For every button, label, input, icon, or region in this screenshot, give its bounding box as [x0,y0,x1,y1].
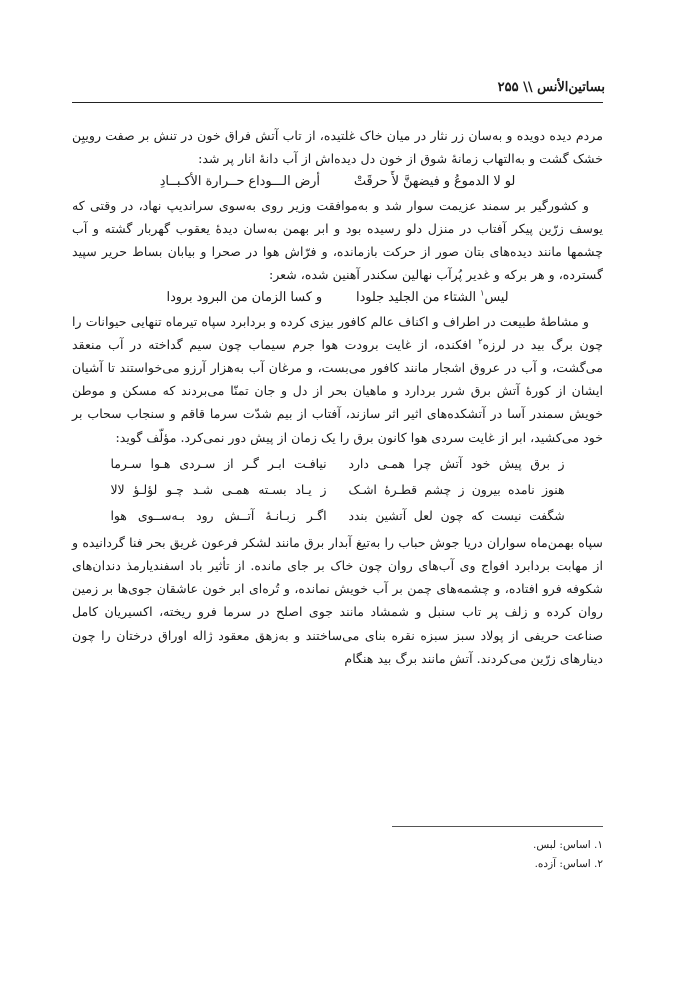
verse-2-rest: الشتاء من الجلید جلودا [356,290,481,306]
paragraph-4: سپاه بهمن‌ماه سواران دریا جوش حباب را به‌تیغ آبدار برق مانند لشکر فرعون غریق بحر فنا گردانیده و از مهابت بردابرد افواج وی آب‌های روان چون خاک بر جای مانده. از تأثیر باد اسفندیارمذ دندان‌های شکوفه فرو افتاده، و چشمه‌های چمن بر آب خویش نمانده، و تُره‌ای ابر خون عاشقان جوی‌ها بر زمین روان کرده و زلف پر تاب سنبل و شمشاد مانند جوی اصلح در سرما فرو ریخته، اکسیریان کامل صناعت حریفی از پولاد سبز سبزه نقره بنای می‌ساختند و به‌زهق معقود ژاله اوراق درختان را چون دینارهای زرّین می‌کردند. آتش مانند برگ بید هنگام [72,534,603,666]
footnote-1: ۱. اساس: لبس. [532,839,603,851]
running-header: بساتین‌الأنس \\ ۲۵۵ [497,80,605,95]
couplet-1-a: ز برق پیش خود آتش چرا همـی دارد [348,456,565,471]
main-text [72,124,603,670]
verse-1-hemistich-b: أرض الـــوداع حــرارة الأکـبــادِ [159,174,320,190]
arabic-verse-2 [72,286,603,309]
couplet-3-a: شگفت نیست که چون لعل آتشین بندد [348,508,565,523]
footnote-divider [392,826,603,827]
verse-2-word: لیس [484,290,509,306]
couplet-3-b: اگـر زبـانـهٔ آتــش رود بـه‌ســوی هوا [110,508,327,523]
paragraph-3-part-b: افکنده، از غایت برودت هوا جرم سیماب چون سیم گداخته در آب منعقد می‌گشت، و آب در عروق اشجار مانند کافور می‌بست، و مرغان آب به‌هزار آرزو می‌خواستند تا آشیان ایشان از کورهٔ آتش برق شرر بردارد و ماهیان بحر از دل و جان تمنّا می‌بردند که مسکن و موطن خویش سمندر آسا در آتشکده‌های اثیر اثر سازند، آفتاب از بیم شدّت سرما قاقم و سنجاب سحاب بر خود می‌کشید، ابر از غایت سردی هوا کانون برق را یک زمان از پیش دور نمی‌کرد. مؤلّف گوید: [72,336,603,445]
couplet-2-b: ز یـاد بسـته همـی شـد چـو لؤلـؤ لالا [110,482,327,497]
paragraph-1: مردم دیده دویده و به‌سان زر نثار در میان خاک غلتیده، از تاب آتش فراق خون در تنش بر صفت روییِن خشک گشت و به‌التهاب زمانهٔ شوق از خون دل دیده‌اش از آب دانهٔ انار پر شد: [72,128,603,167]
arabic-verse-1 [72,170,603,193]
paragraph-3-part-a: و مشاطهٔ طبیعت در اطراف و اکناف عالم کافور بیزی کرده و بردابرد سپاه تیرماه تنهایی حیوانات را چون برگ بید در لرزه [72,313,603,352]
paragraph-2: و کشورگیر بر سمند عزیمت سوار شد و به‌موافقت وزیر روی به‌سوی سرانديپ نهاد، در وقتی که یوسف زرّین پیکر آفتاب در منزل دلو رسیده بود و ابر بهمن به‌سان دیدهٔ یعقوب گهربار گشته و آب چشمها مانند دیده‌های بتان صور از حرکت بازمانده، و فرّاش هوا در صحرا و بیابان بساط حریر سپید گسترده، و هر برکه و غدیر پُرآب نهالین سکندر آهنین شده، شعر: [72,197,603,283]
paragraph-3 [72,310,603,449]
header-divider [72,102,603,103]
footnote-2: ۲. اساس: آزده. [534,858,603,870]
couplet-2-a: هنوز نامده بیرون ز چشم قطـرهٔ اشـک [348,482,565,497]
footnotes [72,836,603,874]
verse-2-hemistich-b: و کسا الزمان من البرود برودا [166,290,323,306]
verse-2-hemistich-a [356,286,508,309]
verse-1-hemistich-a: لو لا الدموعُ و فیضهنَّ لأَ حرقَتْ [353,174,516,190]
persian-couplets [72,451,603,529]
couplet-1-b: نیافـت ابـر گـر از سـردی هـوا سـرما [110,456,327,471]
footnote-ref-1: ۱ [480,289,485,299]
footnote-ref-2: ۲ [478,336,483,346]
